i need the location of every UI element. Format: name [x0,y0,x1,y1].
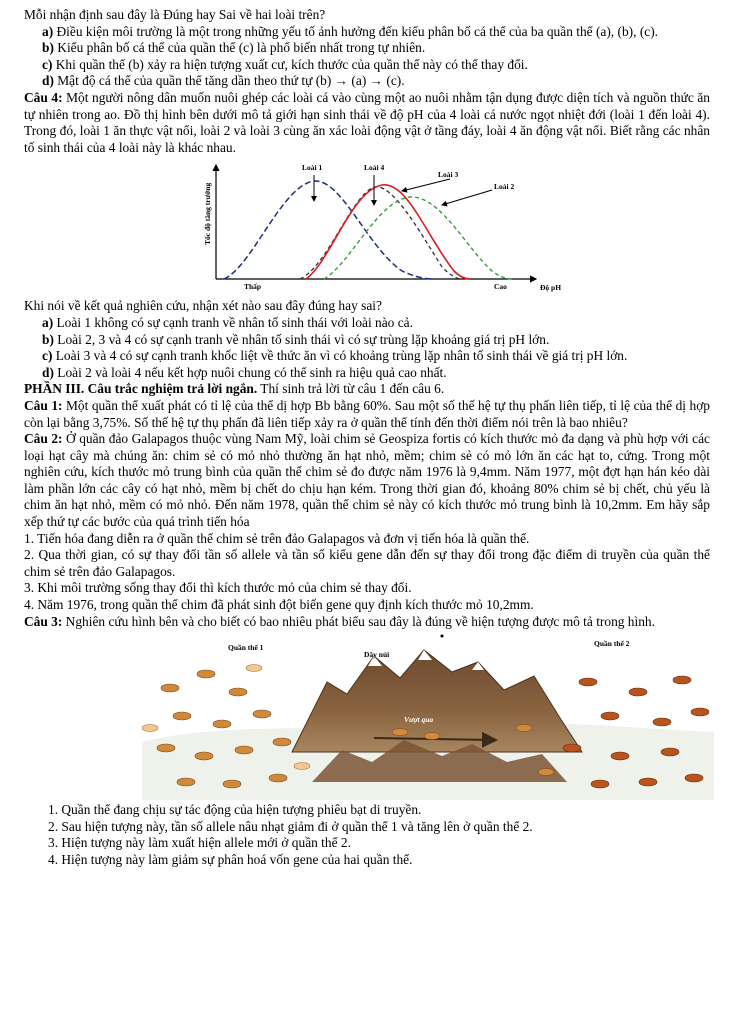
pointer-loai-2 [442,190,492,205]
part-3-question-3-statement-4: 4. Hiện tượng này làm giảm sự phân hoá vốn gene của hai quần thể. [48,852,413,867]
q3-statement-3 [24,57,710,74]
part-3-question-1-text: Một quần thể xuất phát có tỉ lệ của thể dị hợp Bb bằng 60%. Sau một số thế hệ tự thụ phấn liên tiếp, tỉ lệ của thể dị hợp còn lại bằng 3,75%. Số thế hệ tự thụ phấn đã liên tiếp xảy ra ở quần thể tính đến thời điểm nói trên là bao nhiêu? [24,397,710,430]
part-3-question-3-text: Nghiên cứu hình bên và cho biết có bao nhiêu phát biểu sau đây là đúng về hiện tượng được mô tả trong hình. [62,613,655,629]
part-3-question-3-statement-3: 3. Hiện tượng này làm xuất hiện allele mới ở quần thể 2. [48,835,351,851]
population-2-label: Quần thể 2 [594,639,630,649]
q3-statement-text: Điều kiện môi trường là một trong những yếu tố ảnh hưởng đến kiểu phân bố cá thể của ba quần thể (a), (b), (c). [53,23,659,39]
evolution-step-2: 2. Qua thời gian, có sự thay đổi tần số allele và tần số kiểu gene dẫn đến sự thay đổi trong đặc điểm di truyền của quần thể chim sẻ trên đảo Galapagos. [24,547,710,579]
series-loai-4-label: Loài 4 [364,163,385,173]
part-3-question-3-label: Câu 3: [24,613,63,629]
part-3-question-3 [24,614,710,631]
part-3-question-3-statement-1: 1. Quần thể đang chịu sự tác động của hiện tượng phiêu bạt di truyền. [48,802,422,818]
evolution-step-1: 1. Tiến hóa đang diễn ra ở quần thể chim sẻ trên đảo Galapagos và đơn vị tiến hóa là quần thể. [24,530,530,546]
q4-statement-label: b) [42,331,54,347]
gene-flow-figure [142,632,714,800]
q4-statements [24,315,710,381]
population-1-label: Quần thể 1 [228,643,264,653]
q4-statement-label: d) [42,364,54,380]
part-3-question-3-statements [24,802,710,868]
part-3-title: PHẦN III. Câu trắc nghiệm trả lời ngắn. [24,381,258,397]
q3-statement-label: c) [42,56,53,72]
q4-statement-label: a) [42,314,54,330]
gene-flow-illustration [142,632,714,800]
x-axis-high-label: Cao [494,282,507,292]
part-3-question-2-label: Câu 2: [24,431,63,447]
part-3-question-3-statement-2: 2. Sau hiện tượng này, tần số allele nâu nhạt giảm đi ở quần thể 1 và tăng lên ở quần thể 2. [48,818,533,834]
q4-statement-2 [24,332,710,349]
ph-tolerance-chart [202,157,582,295]
y-axis-label: Tốc độ tăng trưởng [203,183,212,246]
q3-statement-2 [24,40,710,57]
q3-statement-label: d) [42,73,54,89]
series-loai-1-curve [224,181,434,279]
q3-statements [24,24,710,90]
q3-statement-text: Kiểu phân bố cá thể của quần thể (c) là phổ biến nhất trong tự nhiên. [53,40,426,56]
part-3-question-1 [24,398,710,431]
question-4 [24,90,710,156]
q4-statement-text: Loài 2, 3 và 4 có sự cạnh tranh về nhân tố sinh thái vì có sự trùng lặp khoảng giá trị pH lớn. [53,331,550,347]
x-axis-unit-label: Độ pH [540,283,562,293]
q3-statement-label: a) [42,23,54,39]
pointer-loai-3 [402,179,450,191]
q4-statement-3 [24,348,710,365]
question-4-prompt: Khi nói về kết quả nghiên cứu, nhận xét nào sau đây đúng hay sai? [24,298,382,314]
part-3-question-2-text: Ở quần đảo Galapagos thuộc vùng Nam Mỹ, loài chim sẻ Geospiza fortis có kích thước mỏ đa dạng và phù hợp với các loại hạt cây mà chúng ăn: chim sẻ có mỏ nhỏ thường ăn hạt nhỏ, mềm; chim sẻ có mỏ lớn ăn các hạt to, cứng. Trong một nghiên cứu, kích thước mỏ trung bình của quần thể chim sẻ đo được năm 1976 là 9,4mm. Năm 1977, một đợt hạn hán kéo dài làm phần lớn các cây có hạt nhỏ, mềm bị chết do chịu hạn kém. Trong thời gian đó, khoảng 80% chim sẻ bị chết, chủ yếu là chim ăn hạt nhỏ, mềm có mỏ nhỏ. Đến năm 1978, quần thể chim sẻ này có kích thước mỏ trung bình là 10,2mm. Em hãy sắp xếp thứ tự các bước của quá trình tiến hóa [24,431,710,530]
q3-statement-text: Mật độ cá thể của quần thể tăng dần theo thứ tự (b) → (a) → (c). [53,73,405,89]
series-loai-3-label: Loài 3 [438,170,459,180]
cross-over-label: Vượt qua [404,715,434,725]
series-loai-3-curve [306,185,470,279]
series-loai-1-label: Loài 1 [302,163,323,173]
q4-statement-label: c) [42,348,53,364]
q4-statement-text: Loài 3 và 4 có sự cạnh tranh khốc liệt về thức ăn vì có khoảng trùng lặp nhân tố sinh thái về giá trị pH lớn. [52,348,628,364]
q3-statement-4 [24,73,710,90]
mountain-range-label: Dãy núi [364,650,390,660]
q4-statement-4 [24,365,710,382]
series-loai-4-curve [300,187,462,279]
q3-statement-label: b) [42,40,54,56]
q4-statement-text: Loài 2 và loài 4 nếu kết hợp nuôi chung có thể sinh ra hiệu quả cao nhất. [53,364,447,380]
q4-statement-text: Loài 1 không có sự cạnh tranh về nhân tố sinh thái với loài nào cả. [53,314,413,330]
evolution-step-4: 4. Năm 1976, trong quần thể chim đã phát sinh đột biến gene quy định kích thước mỏ 10,2mm. [24,597,534,613]
part-3-question-2 [24,431,710,531]
part-3-heading [24,381,710,398]
part-3-subtitle: Thí sinh trả lời từ câu 1 đến câu 6. [257,381,445,397]
chart-canvas [202,157,582,295]
x-axis-low-label: Thấp [244,282,262,292]
marker-dot [441,635,444,638]
q4-statement-1 [24,315,710,332]
part-3-question-1-label: Câu 1: [24,397,63,413]
intro-line: Mỗi nhận định sau đây là Đúng hay Sai về hai loài trên? [24,7,326,22]
series-loai-2-label: Loài 2 [494,182,515,192]
question-4-label: Câu 4: [24,89,63,105]
evolution-step-3: 3. Khi môi trường sống thay đổi thì kích thước mỏ của chim sẻ thay đổi. [24,580,412,596]
q3-statement-1 [24,24,710,41]
question-4-text: Một người nông dân muốn nuôi ghép các loài cá vào cùng một ao nuôi nhằm tận dụng được diện tích và nguồn thức ăn tự nhiên trong ao. Đồ thị hình bên dưới mô tả giới hạn sinh thái về độ pH của 4 loài cá nước ngọt nhiệt đới (loài 1 đến loài 4). Trong đó, loài 1 ăn thực vật nổi, loài 2 và loài 3 cùng ăn xác loài động vật ở tầng đáy, loài 4 ăn động vật nổi. Biết rằng các nhân tố sinh thái của 4 loài này là khác nhau. [24,89,710,155]
q3-statement-text: Khi quần thể (b) xảy ra hiện tượng xuất cư, kích thước của quần thể này có thể thay đổi. [52,56,528,72]
